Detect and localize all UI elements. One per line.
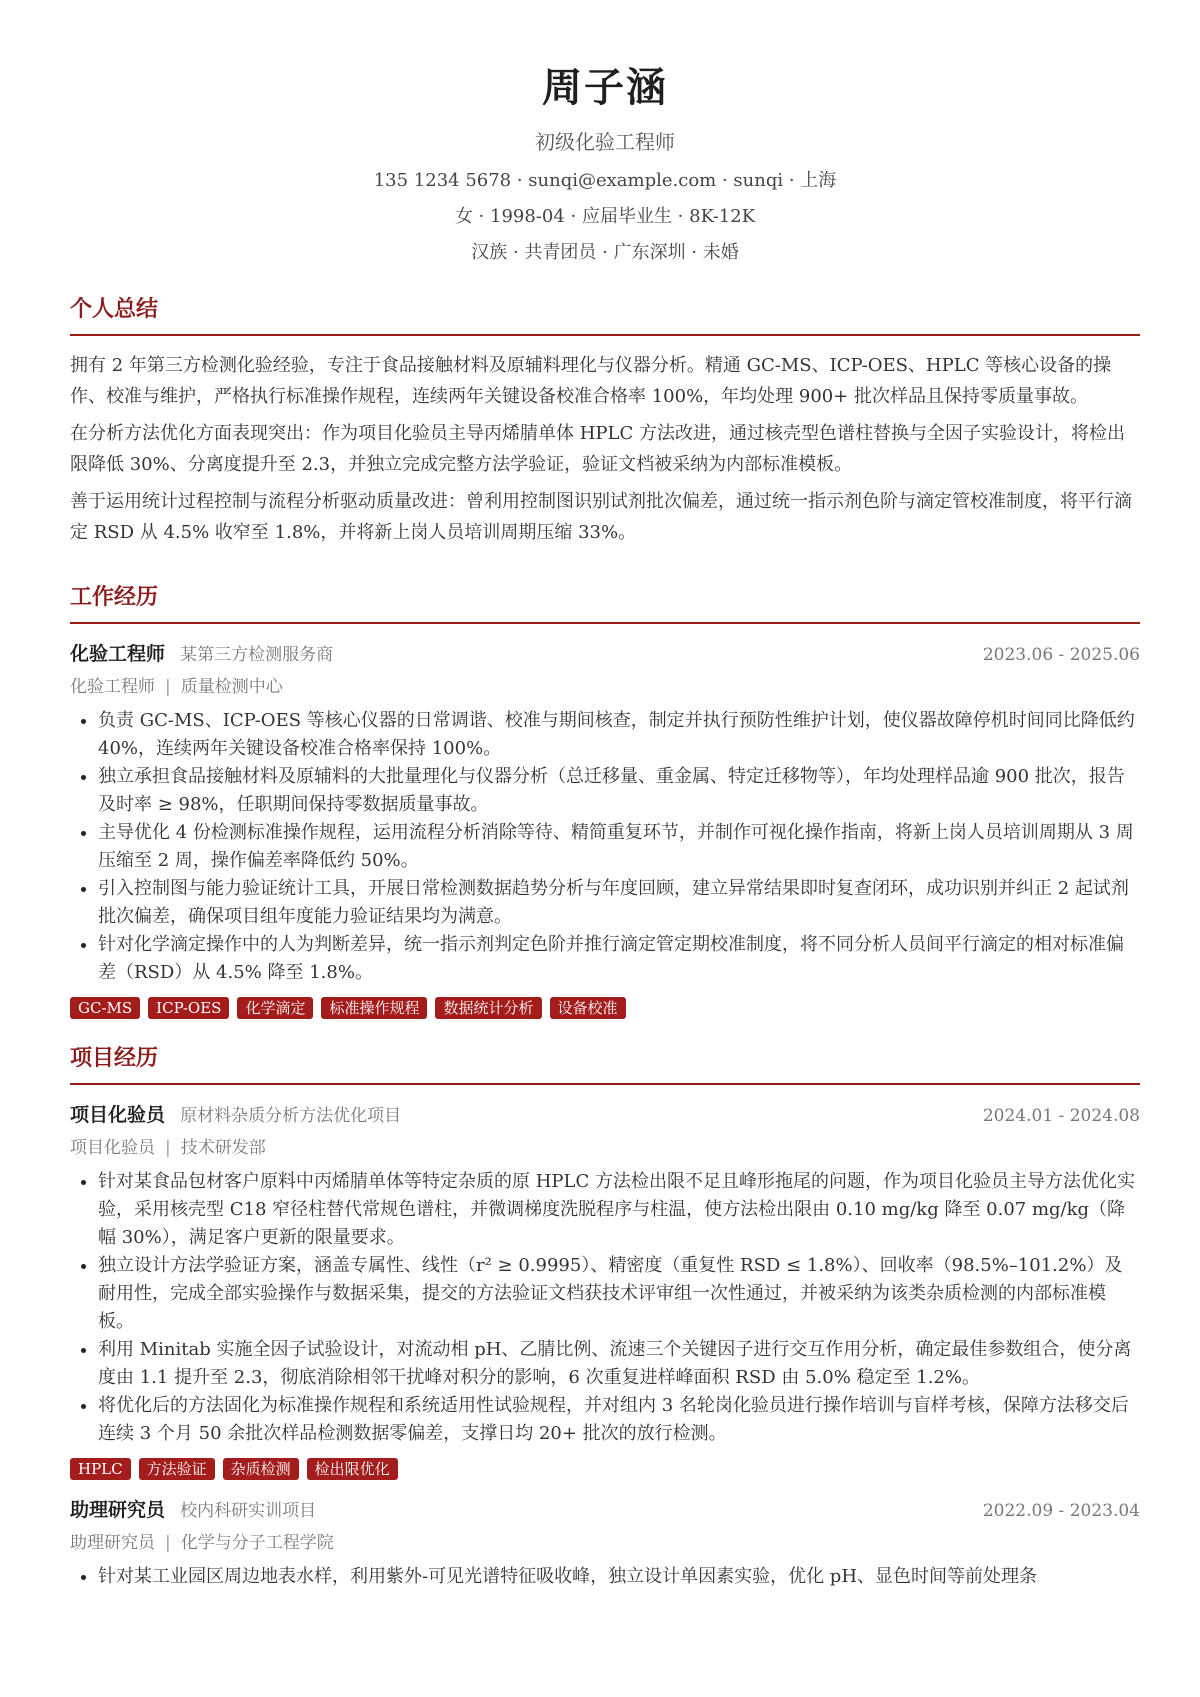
entry-bullets [70,1563,1140,1591]
entry-header [70,1101,1140,1130]
section-title-summary: 个人总结 [70,294,1140,336]
list-item: • 主导优化 4 份检测标准操作规程，运用流程分析消除等待、精简重复环节，并制作可视化操作指南，将新上岗人员培训周期从 3 周压缩至 2 周，操作偏差率降低约 50%。 [98,819,1140,875]
project-entry [70,1496,1140,1591]
list-item: • 负责 GC-MS、ICP-OES 等核心仪器的日常调谐、校准与期间核查，制定并执行预防性维护计划，使仪器故障停机时间同比降低约 40%，连续两年关键设备校准合格率保持 100%。 [98,707,1140,763]
extra-line: 汉族 · 共青团员 · 广东深圳 · 未婚 [471,242,739,263]
entry-department: 化学与分子工程学院 [180,1533,334,1553]
summary-paragraph: 拥有 2 年第三方检测化验经验，专注于食品接触材料及原辅料理化与仪器分析。精通 GC-MS、ICP-OES、HPLC 等核心设备的操作、校准与维护，严格执行标准操作规程，连续两年关键设备校准合格率 100%，年均处理 900+ 批次样品且保持零质量事故。 [70,355,1112,407]
entry-bullets [70,1168,1140,1448]
skill-tag: 数据统计分析 [435,997,541,1019]
work-entry [70,640,1140,1019]
skill-tag: 化学滴定 [237,997,313,1019]
entry-org: 校内科研实训项目 [180,1501,317,1521]
skill-tags [70,1458,1140,1480]
skill-tag: 方法验证 [139,1458,215,1480]
entry-date: 2022.09 - 2023.04 [982,1501,1140,1521]
entry-title: 助理研究员 [70,1499,166,1521]
skill-tag: 标准操作规程 [321,997,427,1019]
separator: | [165,1533,171,1553]
entry-title-group [70,1496,316,1525]
summary-paragraph: 善于运用统计过程控制与流程分析驱动质量改进：曾利用控制图识别试剂批次偏差，通过统一指示剂色阶与滴定管校准制度，将平行滴定 RSD 从 4.5% 收窄至 1.8%，并将新上岗人员培训周期压缩 33%。 [70,491,1132,543]
entry-date: 2024.01 - 2024.08 [982,1106,1140,1126]
skill-tag: HPLC [70,1458,131,1480]
list-item: • 将优化后的方法固化为标准操作规程和系统适用性试验规程，并对组内 3 名轮岗化验员进行操作培训与盲样考核，保障方法移交后连续 3 个月 50 余批次样品检测数据零偏差，支撑日均 20+ 批次的放行检测。 [98,1392,1140,1448]
entry-header [70,640,1140,669]
skill-tags [70,997,1140,1019]
project-entry [70,1101,1140,1480]
candidate-role: 初级化验工程师 [535,130,675,154]
list-item: • 针对某食品包材客户原料中丙烯腈单体等特定杂质的原 HPLC 方法检出限不足且峰形拖尾的问题，作为项目化验员主导方法优化实验，采用核壳型 C18 窄径柱替代常规色谱柱，并微调梯度洗脱程序与柱温，使方法检出限由 0.10 mg/kg 降至 0.07 mg/kg（降幅 30%），满足客户更新的限量要求。 [98,1168,1140,1252]
entry-position: 化验工程师 [70,677,155,697]
entry-subline [70,1134,1140,1162]
contact-line: 135 1234 5678 · sunqi@example.com · sunqi · 上海 [373,170,837,191]
skill-tag: ICP-OES [148,997,229,1019]
entry-position: 项目化验员 [70,1138,155,1158]
list-item: • 针对某工业园区周边地表水样，利用紫外-可见光谱特征吸收峰，独立设计单因素实验，优化 pH、显色时间等前处理条 [98,1563,1140,1591]
summary-body [70,350,1140,548]
entry-department: 质量检测中心 [180,677,283,697]
section-title-projects: 项目经历 [70,1043,1140,1085]
skill-tag: 设备校准 [550,997,626,1019]
skill-tag: 检出限优化 [307,1458,398,1480]
section-title-work: 工作经历 [70,582,1140,624]
entry-title-group [70,640,333,669]
entry-department: 技术研发部 [180,1138,266,1158]
list-item: • 独立承担食品接触材料及原辅料的大批量理化与仪器分析（总迁移量、重金属、特定迁移物等），年均处理样品逾 900 批次，报告及时率 ≥ 98%，任职期间保持零数据质量事故。 [98,763,1140,819]
skill-tag: 杂质检测 [223,1458,299,1480]
entry-bullets [70,707,1140,987]
list-item: • 引入控制图与能力验证统计工具，开展日常检测数据趋势分析与年度回顾，建立异常结果即时复查闭环，成功识别并纠正 2 起试剂批次偏差，确保项目组年度能力验证结果均为满意。 [98,875,1140,931]
separator: | [165,1138,171,1158]
summary-paragraph: 在分析方法优化方面表现突出：作为项目化验员主导丙烯腈单体 HPLC 方法改进，通过核壳型色谱柱替换与全因子实验设计，将检出限降低 30%、分离度提升至 2.3，并独立完成完整方法学验证，验证文档被采纳为内部标准模板。 [70,423,1125,475]
separator: | [165,677,171,697]
list-item: • 针对化学滴定操作中的人为判断差异，统一指示剂判定色阶并推行滴定管定期校准制度，将不同分析人员间平行滴定的相对标准偏差（RSD）从 4.5% 降至 1.8%。 [98,931,1140,987]
entry-title-group [70,1101,401,1130]
entry-subline [70,673,1140,701]
entry-title: 项目化验员 [70,1104,166,1126]
personal-line: 女 · 1998-04 · 应届毕业生 · 8K-12K [454,206,756,227]
skill-tag: GC-MS [70,997,140,1019]
entry-date: 2023.06 - 2025.06 [982,645,1140,665]
entry-title: 化验工程师 [70,643,166,665]
entry-org: 原材料杂质分析方法优化项目 [180,1106,402,1126]
list-item: • 独立设计方法学验证方案，涵盖专属性、线性（r² ≥ 0.9995）、精密度（重复性 RSD ≤ 1.8%）、回收率（98.5%–101.2%）及耐用性，完成全部实验操作与数据采集，提交的方法验证文档获技术评审组一次性通过，并被采纳为该类杂质检测的内部标准模板。 [98,1252,1140,1336]
resume-header [70,62,1140,266]
list-item: • 利用 Minitab 实施全因子试验设计，对流动相 pH、乙腈比例、流速三个关键因子进行交互作用分析，确定最佳参数组合，使分离度由 1.1 提升至 2.3，彻底消除相邻干扰峰对积分的影响，6 次重复进样峰面积 RSD 由 5.0% 稳定至 1.2%。 [98,1336,1140,1392]
candidate-name: 周子涵 [542,64,668,111]
entry-subline [70,1529,1140,1557]
entry-org: 某第三方检测服务商 [180,645,334,665]
entry-header [70,1496,1140,1525]
entry-position: 助理研究员 [70,1533,155,1553]
resume-page [70,0,1140,1591]
